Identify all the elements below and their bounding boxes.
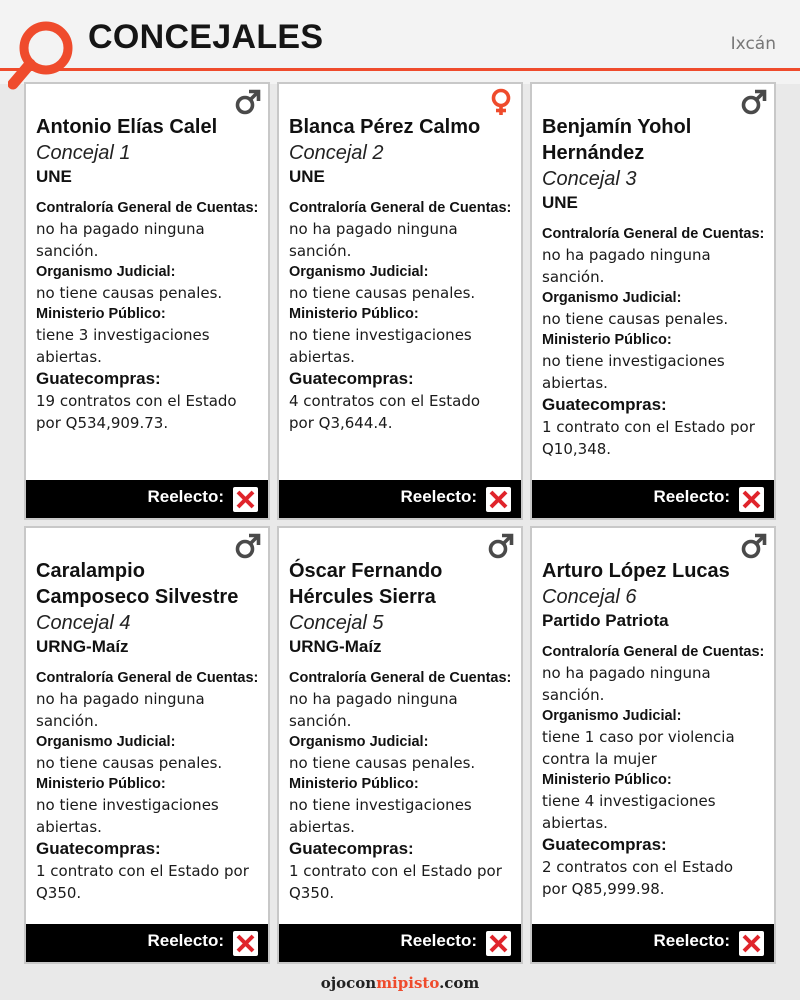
- contraloria-value: no ha pagado ninguna: [542, 246, 711, 264]
- ministerio-value: abiertas.: [289, 818, 355, 836]
- councilor-name: Antonio Elías Calel: [36, 116, 218, 138]
- guatecompras-label: Guatecompras:: [36, 839, 161, 858]
- guatecompras-value: por Q3,644.4.: [289, 414, 393, 432]
- page-title: CONCEJALES: [88, 18, 324, 56]
- male-icon: [740, 532, 768, 560]
- contraloria-value: no ha pagado ninguna: [36, 690, 205, 708]
- organismo-label: Organismo Judicial:: [289, 264, 429, 280]
- contraloria-label: Contraloría General de Cuentas:: [289, 670, 512, 686]
- councilor-card: [277, 82, 523, 520]
- councilor-card: [530, 82, 776, 520]
- contraloria-value: no ha pagado ninguna: [542, 664, 711, 682]
- councilor-role: Concejal 2: [289, 142, 384, 164]
- ministerio-value: tiene 4 investigaciones: [542, 792, 716, 810]
- contraloria-value: no ha pagado ninguna: [289, 220, 458, 238]
- ministerio-value: abiertas.: [289, 348, 355, 366]
- reelecto-label: Reelecto:: [400, 487, 477, 506]
- organismo-value: no tiene causas penales.: [36, 284, 223, 302]
- ministerio-value: no tiene investigaciones: [289, 326, 472, 344]
- site-accent: mipisto: [376, 974, 440, 992]
- guatecompras-value: Q350.: [289, 884, 335, 902]
- contraloria-value: sanción.: [542, 268, 605, 286]
- councilor-name: Hernández: [542, 142, 645, 164]
- reelecto-bar: [532, 480, 774, 518]
- municipality-label: Ixcán: [730, 34, 776, 54]
- contraloria-value: no ha pagado ninguna: [36, 220, 205, 238]
- councilor-card: [530, 526, 776, 964]
- contraloria-value: no ha pagado ninguna: [289, 690, 458, 708]
- organismo-label: Organismo Judicial:: [36, 734, 176, 750]
- not-reelected-x-icon: [739, 487, 764, 512]
- card-body: [542, 114, 766, 460]
- not-reelected-x-icon: [233, 931, 258, 956]
- councilor-party: URNG-Maíz: [289, 637, 382, 656]
- ministerio-value: abiertas.: [542, 374, 608, 392]
- contraloria-value: sanción.: [289, 712, 352, 730]
- page-header: [0, 0, 800, 84]
- contraloria-value: sanción.: [542, 686, 605, 704]
- guatecompras-label: Guatecompras:: [36, 369, 161, 388]
- guatecompras-value: 2 contratos con el Estado: [542, 858, 734, 876]
- guatecompras-value: Q10,348.: [542, 440, 612, 458]
- councilor-role: Concejal 6: [542, 586, 637, 608]
- councilor-card: [24, 526, 270, 964]
- ministerio-value: no tiene investigaciones: [289, 796, 472, 814]
- organismo-value: no tiene causas penales.: [289, 754, 476, 772]
- reelecto-bar: [26, 924, 268, 962]
- header-divider: [0, 68, 800, 71]
- ministerio-value: no tiene investigaciones: [542, 352, 725, 370]
- male-icon: [487, 532, 515, 560]
- councilor-name: Blanca Pérez Calmo: [289, 116, 481, 138]
- reelecto-bar: [279, 924, 521, 962]
- organismo-value: tiene 1 caso por violencia: [542, 728, 735, 746]
- councilor-role: Concejal 1: [36, 142, 131, 164]
- guatecompras-value: 4 contratos con el Estado: [289, 392, 481, 410]
- organismo-value: no tiene causas penales.: [289, 284, 476, 302]
- contraloria-value: sanción.: [36, 712, 99, 730]
- councilor-name: Arturo López Lucas: [542, 560, 730, 582]
- organismo-value: no tiene causas penales.: [542, 310, 729, 328]
- card-body: [289, 114, 513, 434]
- card-body: [289, 558, 513, 904]
- councilor-name: Caralampio: [36, 560, 145, 582]
- councilor-name: Óscar Fernando: [289, 560, 443, 582]
- site-prefix: ojocon: [320, 974, 377, 992]
- contraloria-value: sanción.: [289, 242, 352, 260]
- ministerio-label: Ministerio Público:: [36, 306, 166, 322]
- reelecto-label: Reelecto:: [400, 931, 477, 950]
- guatecompras-value: por Q85,999.98.: [542, 880, 665, 898]
- organismo-value: contra la mujer: [542, 750, 657, 768]
- councilor-role: Concejal 5: [289, 612, 384, 634]
- reelecto-bar: [279, 480, 521, 518]
- organismo-label: Organismo Judicial:: [542, 290, 682, 306]
- contraloria-label: Contraloría General de Cuentas:: [289, 200, 512, 216]
- ministerio-value: abiertas.: [36, 818, 102, 836]
- ministerio-value: tiene 3 investigaciones: [36, 326, 210, 344]
- ministerio-label: Ministerio Público:: [36, 776, 166, 792]
- guatecompras-value: Q350.: [36, 884, 82, 902]
- ministerio-value: abiertas.: [36, 348, 102, 366]
- reelecto-label: Reelecto:: [147, 487, 224, 506]
- councilor-party: Partido Patriota: [542, 611, 669, 630]
- councilor-party: UNE: [36, 167, 72, 186]
- ministerio-label: Ministerio Público:: [289, 776, 419, 792]
- organismo-label: Organismo Judicial:: [36, 264, 176, 280]
- male-icon: [234, 88, 262, 116]
- organismo-label: Organismo Judicial:: [542, 708, 682, 724]
- magnifier-logo-icon: [8, 16, 82, 92]
- contraloria-value: sanción.: [36, 242, 99, 260]
- reelecto-label: Reelecto:: [653, 931, 730, 950]
- councilor-name: Hércules Sierra: [289, 586, 436, 608]
- contraloria-label: Contraloría General de Cuentas:: [36, 200, 259, 216]
- contraloria-label: Contraloría General de Cuentas:: [542, 644, 765, 660]
- ministerio-value: no tiene investigaciones: [36, 796, 219, 814]
- card-body: [542, 558, 766, 900]
- male-icon: [740, 88, 768, 116]
- ministerio-label: Ministerio Público:: [542, 772, 672, 788]
- guatecompras-label: Guatecompras:: [289, 839, 414, 858]
- contraloria-label: Contraloría General de Cuentas:: [542, 226, 765, 242]
- site-suffix: .com: [439, 974, 480, 992]
- guatecompras-value: 1 contrato con el Estado por: [289, 862, 502, 880]
- councilor-name: Camposeco Silvestre: [36, 586, 239, 608]
- councilor-party: UNE: [542, 193, 578, 212]
- guatecompras-label: Guatecompras:: [542, 835, 667, 854]
- councilor-party: UNE: [289, 167, 325, 186]
- guatecompras-label: Guatecompras:: [289, 369, 414, 388]
- organismo-value: no tiene causas penales.: [36, 754, 223, 772]
- guatecompras-value: por Q534,909.73.: [36, 414, 169, 432]
- ministerio-label: Ministerio Público:: [542, 332, 672, 348]
- not-reelected-x-icon: [739, 931, 764, 956]
- male-icon: [234, 532, 262, 560]
- guatecompras-label: Guatecompras:: [542, 395, 667, 414]
- guatecompras-value: 1 contrato con el Estado por: [542, 418, 755, 436]
- councilor-card: [277, 526, 523, 964]
- ministerio-value: abiertas.: [542, 814, 608, 832]
- councilor-role: Concejal 3: [542, 168, 637, 190]
- not-reelected-x-icon: [486, 931, 511, 956]
- councilor-party: URNG-Maíz: [36, 637, 129, 656]
- councilor-name: Benjamín Yohol: [542, 116, 692, 138]
- ministerio-label: Ministerio Público:: [289, 306, 419, 322]
- female-icon: [487, 88, 515, 116]
- not-reelected-x-icon: [233, 487, 258, 512]
- site-credit[interactable]: [0, 974, 800, 992]
- councilor-role: Concejal 4: [36, 612, 131, 634]
- not-reelected-x-icon: [486, 487, 511, 512]
- reelecto-label: Reelecto:: [147, 931, 224, 950]
- reelecto-bar: [26, 480, 268, 518]
- reelecto-bar: [532, 924, 774, 962]
- contraloria-label: Contraloría General de Cuentas:: [36, 670, 259, 686]
- councilor-card: [24, 82, 270, 520]
- organismo-label: Organismo Judicial:: [289, 734, 429, 750]
- card-body: [36, 558, 260, 904]
- reelecto-label: Reelecto:: [653, 487, 730, 506]
- guatecompras-value: 1 contrato con el Estado por: [36, 862, 249, 880]
- card-body: [36, 114, 260, 434]
- guatecompras-value: 19 contratos con el Estado: [36, 392, 237, 410]
